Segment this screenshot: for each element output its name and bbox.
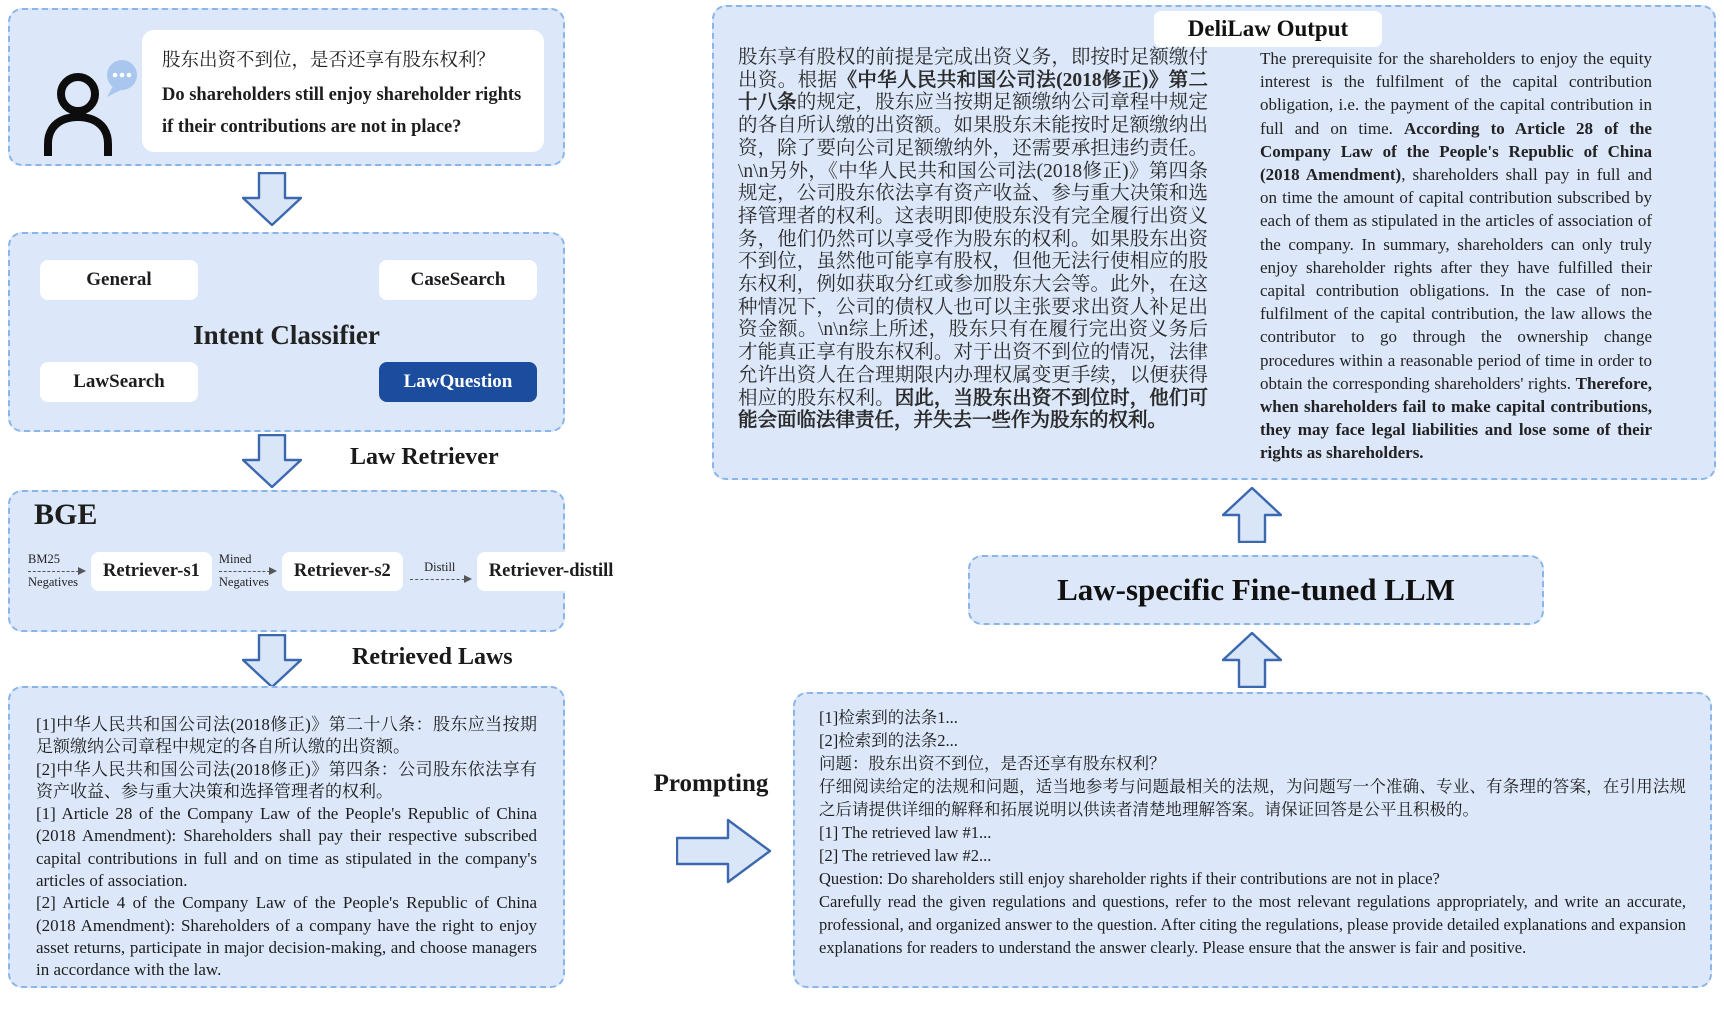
dashed-arrow-icon (219, 571, 275, 572)
prompting-label: Prompting (653, 770, 769, 797)
dashed-arrow-icon (28, 571, 84, 572)
stage-retriever-s2: Retriever-s2 (282, 552, 403, 591)
prompt-line: Question: Do shareholders still enjoy shareholder rights if their contributions are not in place? (819, 869, 1440, 888)
dashed-arrow-icon (410, 579, 470, 580)
delilaw-output-panel (712, 5, 1716, 480)
retrieved-law-zh-1: [1]中华人民共和国公司法(2018修正)》第二十八条：股东应当按期足额缴纳公司章程中规定的各自所认缴的出资额。 (36, 715, 537, 757)
prompt-line: 仔细阅读给定的法规和问题，适当地参考与问题最相关的法规，为问题写一个准确、专业、有条理的答案，在引用法规之后请提供详细的解释和拓展说明以供读者清楚地理解答案。请保证回答是公平且积极的。 (819, 777, 1686, 819)
retrieved-laws-label: Retrieved Laws (352, 644, 513, 670)
retriever-pipeline (28, 552, 614, 591)
arrow-down-icon (242, 434, 302, 488)
law-retriever-panel (8, 490, 614, 632)
output-text-zh: 股东享有股权的前提是完成出资义务，即按时足额缴付出资。根据《中华人民共和国公司法(2018修正)》第二十八条的规定，股东应当按期足额缴纳公司章程中规定的各自所认缴的出资额。如果股东未能按时足额缴纳出资，除了要向公司足额缴纳外，还需要承担违约责任。\n\n另外，《中华人民共和国公司法(2018修正)》第四条规定，公司股东依法享有资产收益、参与重大决策和选择管理者的权利。这表明即使股东没有完全履行出资义务，他们仍然可以享受作为股东的权利。如果股东出资不到位，虽然他可能享有股权，但他无法行使相应的股东权利，例如获取分红或参加股东大会等。此外，在这种情况下，公司的债权人也可以主张要求出资人补足出资金额。\n\n综上所述，股东只有在履行完出资义务后才能真正享有股东权利。对于出资不到位的情况，法律允许出资人在合理期限内办理权属变更手续，以便获得相应的股东权利。因此，当股东出资不到位时，他们可能会面临法律责任，并失去一些作为股东的权利。 (738, 47, 1208, 432)
stage-retriever-distill: Retriever-distill (477, 552, 626, 591)
intent-option-general[interactable]: General (40, 260, 198, 300)
edge-bm25-negatives (28, 552, 84, 590)
arrow-right-icon (676, 818, 772, 884)
user-avatar-icon (34, 56, 146, 165)
intent-option-casesearch[interactable]: CaseSearch (379, 260, 537, 300)
edge-distill (410, 560, 470, 583)
intent-option-lawquestion-selected[interactable]: LawQuestion (379, 362, 537, 402)
delilaw-output-title: DeliLaw Output (1154, 11, 1382, 47)
arrow-down-icon (242, 172, 302, 226)
intent-classifier-panel (8, 232, 565, 432)
intent-classifier-title: Intent Classifier (193, 320, 380, 350)
retrieved-law-en-2: [2] Article 4 of the Company Law of the People's Republic of China (2018 Amendment): Shareholders of a company have the right to enjoy asset returns, participate in major decision-making, and choose managers in accordance with the law. (36, 893, 537, 980)
edge-label-bottom: Negatives (28, 575, 78, 589)
edge-label-top: BM25 (28, 552, 60, 567)
llm-label: Law-specific Fine-tuned LLM (1057, 572, 1455, 607)
output-columns (738, 47, 1652, 478)
prompt-line: [1]检索到的法条1... (819, 708, 958, 727)
prompt-line: [2]检索到的法条2... (819, 731, 958, 750)
law-retriever-label: Law Retriever (350, 444, 499, 470)
prompt-line: [2] The retrieved law #2... (819, 846, 992, 865)
bge-title: BGE (34, 498, 98, 531)
user-query-panel (8, 8, 565, 166)
arrow-up-icon (1222, 632, 1282, 688)
query-text-en: Do shareholders still enjoy shareholder rights if their contributions are not in place? (162, 85, 522, 137)
prompt-panel (793, 692, 1712, 988)
arrow-up-icon (1222, 487, 1282, 543)
edge-label-top: Distill (424, 560, 456, 575)
retrieved-law-zh-2: [2]中华人民共和国公司法(2018修正)》第四条：公司股东依法享有资产收益、参与重大决策和选择管理者的权利。 (36, 759, 537, 801)
intent-option-lawsearch[interactable]: LawSearch (40, 362, 198, 402)
edge-label-top: Mined (218, 552, 252, 567)
prompt-line: Carefully read the given regulations and questions, refer to the most relevant regulations appropriately, and write an accurate, professional, and organized answer to the question. After citing the regulations, please provide detailed explanations and expansion explanations for readers to understand the answer clearly. Please ensure that the answer is fair and positive. (819, 892, 1686, 957)
stage-retriever-s1: Retriever-s1 (91, 552, 212, 591)
edge-mined-negatives (219, 552, 275, 590)
prompt-line: 问题：股东出资不到位，是否还享有股东权利？ (819, 754, 1166, 773)
query-text-zh: 股东出资不到位，是否还享有股东权利？ (162, 51, 496, 71)
retrieved-law-en-1: [1] Article 28 of the Company Law of the People's Republic of China (2018 Amendment): Shareholders shall pay their respective subscribed capital contributions in full and on time as stipulated in the company's articles of association. (36, 804, 537, 891)
retrieved-laws-panel (8, 686, 565, 988)
output-text-en: The prerequisite for the shareholders to enjoy the equity interest is the fulfilment of the capital contribution obligation, i.e. the payment of the capital contribution in full and on time. According to Article 28 of the Company Law of the People's Republic of China (2018 Amendment), shareholders shall pay in full and on time the amount of capital contribution subscribed by each of them as stipulated in the articles of association of the company. In summary, shareholders can only truly enjoy shareholder rights after they have fulfilled their capital contribution obligations. In the case of non-fulfilment of the capital contribution, the law allows the contributor to go through the ownership change procedures within a reasonable period of time in order to obtain the corresponding shareholders' rights. Therefore, when shareholders fail to make capital contributions, they may face legal liabilities and lose some of their rights as shareholders. (1260, 49, 1652, 463)
llm-panel (968, 555, 1544, 625)
arrow-down-icon (242, 634, 302, 688)
prompt-line: [1] The retrieved law #1... (819, 823, 992, 842)
edge-label-bottom: Negatives (218, 575, 269, 589)
query-bubble (142, 30, 544, 152)
